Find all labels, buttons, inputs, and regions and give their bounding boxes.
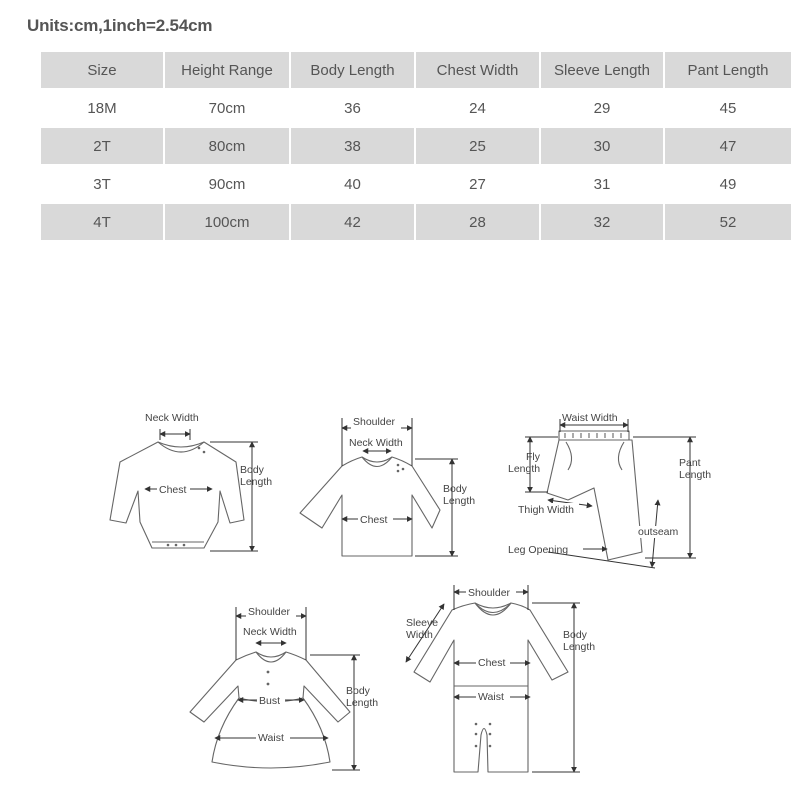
table-cell: 47 (665, 128, 791, 164)
table-row (41, 90, 791, 126)
outseam-label: outseam (638, 526, 679, 538)
pant-length-label: Pant (679, 457, 701, 469)
table-row (41, 204, 791, 240)
shoulder-label: Shoulder (353, 416, 396, 428)
header-cell: Size (41, 52, 163, 88)
table-cell: 18M (41, 90, 163, 126)
header-cell: Body Length (291, 52, 414, 88)
measurement-diagrams (0, 380, 800, 800)
sweater-diagram (300, 416, 475, 556)
sleeve-width-label: Sleeve (406, 617, 439, 629)
thigh-width-label: Thigh Width (518, 504, 575, 516)
table-cell: 29 (541, 90, 663, 126)
dress-diagram (190, 606, 378, 770)
table-cell: 36 (291, 90, 414, 126)
pant-length-label: Length (679, 469, 712, 481)
neck-width-label: Neck Width (145, 412, 199, 424)
waist-label: Waist (258, 732, 284, 744)
sleeve-width-label: Width (406, 629, 433, 641)
bodysuit-diagram (110, 412, 272, 551)
table-cell: 24 (416, 90, 539, 126)
body-length-label: Length (443, 495, 476, 507)
size-chart-table (39, 50, 793, 242)
waist-label: Waist (478, 691, 504, 703)
table-cell: 4T (41, 204, 163, 240)
table-cell: 52 (665, 204, 791, 240)
pants-diagram (508, 412, 711, 568)
units-note: Units:cm,1inch=2.54cm (27, 16, 213, 35)
table-cell: 42 (291, 204, 414, 240)
body-length-label: Body (443, 483, 467, 495)
neck-width-label: Neck Width (349, 437, 403, 449)
bust-label: Bust (259, 695, 281, 707)
table-cell: 45 (665, 90, 791, 126)
table-cell: 3T (41, 166, 163, 202)
table-cell: 27 (416, 166, 539, 202)
table-row (41, 128, 791, 164)
shoulder-label: Shoulder (248, 606, 291, 618)
table-cell: 90cm (165, 166, 289, 202)
waist-width-label: Waist Width (562, 412, 618, 424)
body-length-label: Body (240, 464, 264, 476)
header-cell: Chest Width (416, 52, 539, 88)
body-length-label: Body (563, 629, 587, 641)
body-length-label: Body (346, 685, 370, 697)
leg-opening-label: Leg Opening (508, 544, 569, 556)
table-cell: 25 (416, 128, 539, 164)
body-length-label: Length (563, 641, 596, 653)
romper-diagram (406, 585, 595, 772)
table-cell: 30 (541, 128, 663, 164)
table-row (41, 166, 791, 202)
table-cell: 70cm (165, 90, 289, 126)
body-length-label: Length (346, 697, 379, 709)
chest-label: Chest (360, 514, 388, 526)
table-cell: 38 (291, 128, 414, 164)
table-cell: 2T (41, 128, 163, 164)
table-cell: 100cm (165, 204, 289, 240)
fly-length-label: Length (508, 463, 541, 475)
neck-width-label: Neck Width (243, 626, 297, 638)
body-length-label: Length (240, 476, 273, 488)
chest-label: Chest (478, 657, 506, 669)
table-cell: 28 (416, 204, 539, 240)
fly-length-label: Fly (526, 451, 540, 463)
table-cell: 31 (541, 166, 663, 202)
header-cell: Height Range (165, 52, 289, 88)
table-header-row (41, 52, 791, 88)
header-cell: Pant Length (665, 52, 791, 88)
shoulder-label: Shoulder (468, 587, 511, 599)
table-cell: 40 (291, 166, 414, 202)
table-cell: 80cm (165, 128, 289, 164)
table-cell: 32 (541, 204, 663, 240)
chest-label: Chest (159, 484, 187, 496)
header-cell: Sleeve Length (541, 52, 663, 88)
table-cell: 49 (665, 166, 791, 202)
